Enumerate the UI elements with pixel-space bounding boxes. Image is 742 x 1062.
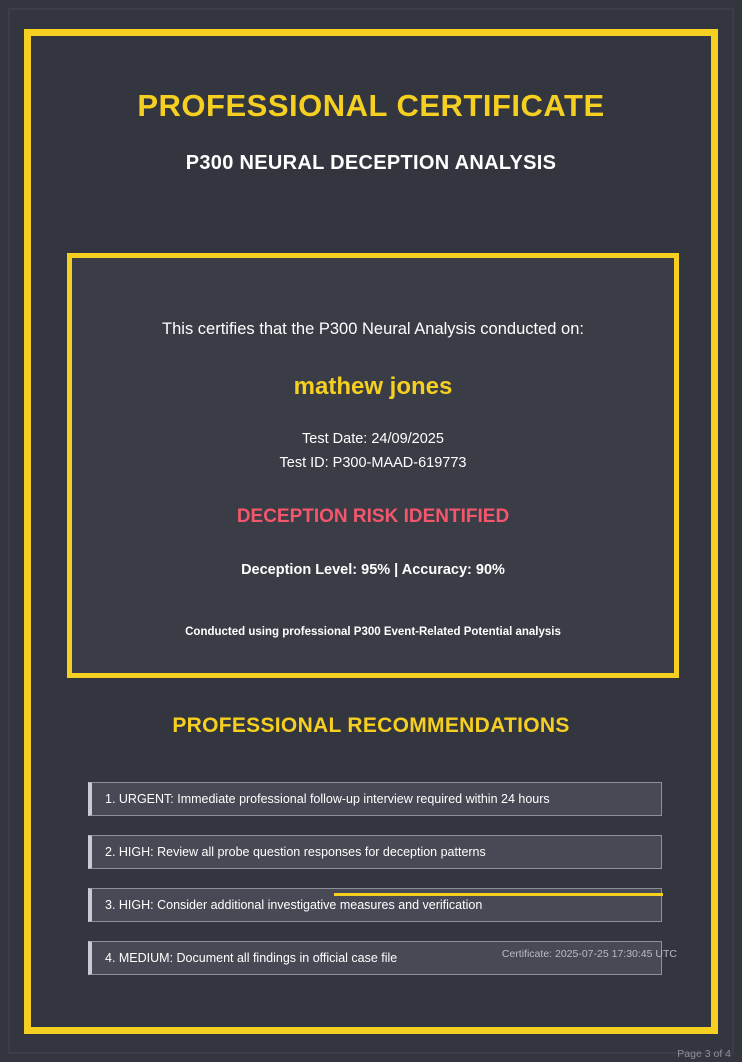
recommendation-text: 2. HIGH: Review all probe question responses for deception patterns — [105, 845, 486, 859]
risk-statement: DECEPTION RISK IDENTIFIED — [236, 506, 510, 527]
method-note: Conducted using professional P300 Event-Related Potential analysis — [185, 626, 561, 638]
accent-divider — [334, 893, 663, 896]
recommendations-title: PROFESSIONAL RECOMMENDATIONS — [172, 714, 570, 737]
list-item — [88, 835, 662, 869]
list-item — [88, 782, 662, 816]
certificate-stamp: Certificate: 2025-07-25 17:30:45 UTC — [501, 948, 677, 960]
certificate-border — [24, 29, 718, 1034]
test-date: Test Date: 24/09/2025 — [302, 431, 444, 447]
certificate-subtitle: P300 NEURAL DECEPTION ANALYSIS — [185, 152, 557, 174]
subject-name: mathew jones — [293, 373, 453, 400]
certificate-title: PROFESSIONAL CERTIFICATE — [137, 88, 605, 123]
recommendations-list — [88, 782, 662, 994]
page-number: Page 3 of 4 — [677, 1048, 731, 1060]
certification-details-panel — [67, 253, 679, 678]
certificate-content — [31, 36, 711, 1027]
recommendation-text: 1. URGENT: Immediate professional follow-up interview required within 24 hours — [105, 792, 550, 806]
deception-accuracy-levels: Deception Level: 95% | Accuracy: 90% — [241, 562, 505, 578]
test-id: Test ID: P300-MAAD-619773 — [279, 455, 467, 471]
recommendation-text: 3. HIGH: Consider additional investigative measures and verification — [105, 898, 483, 912]
certify-intro-text: This certifies that the P300 Neural Analysis conducted on: — [162, 320, 584, 338]
recommendation-text: 4. MEDIUM: Document all findings in official case file — [105, 951, 398, 965]
